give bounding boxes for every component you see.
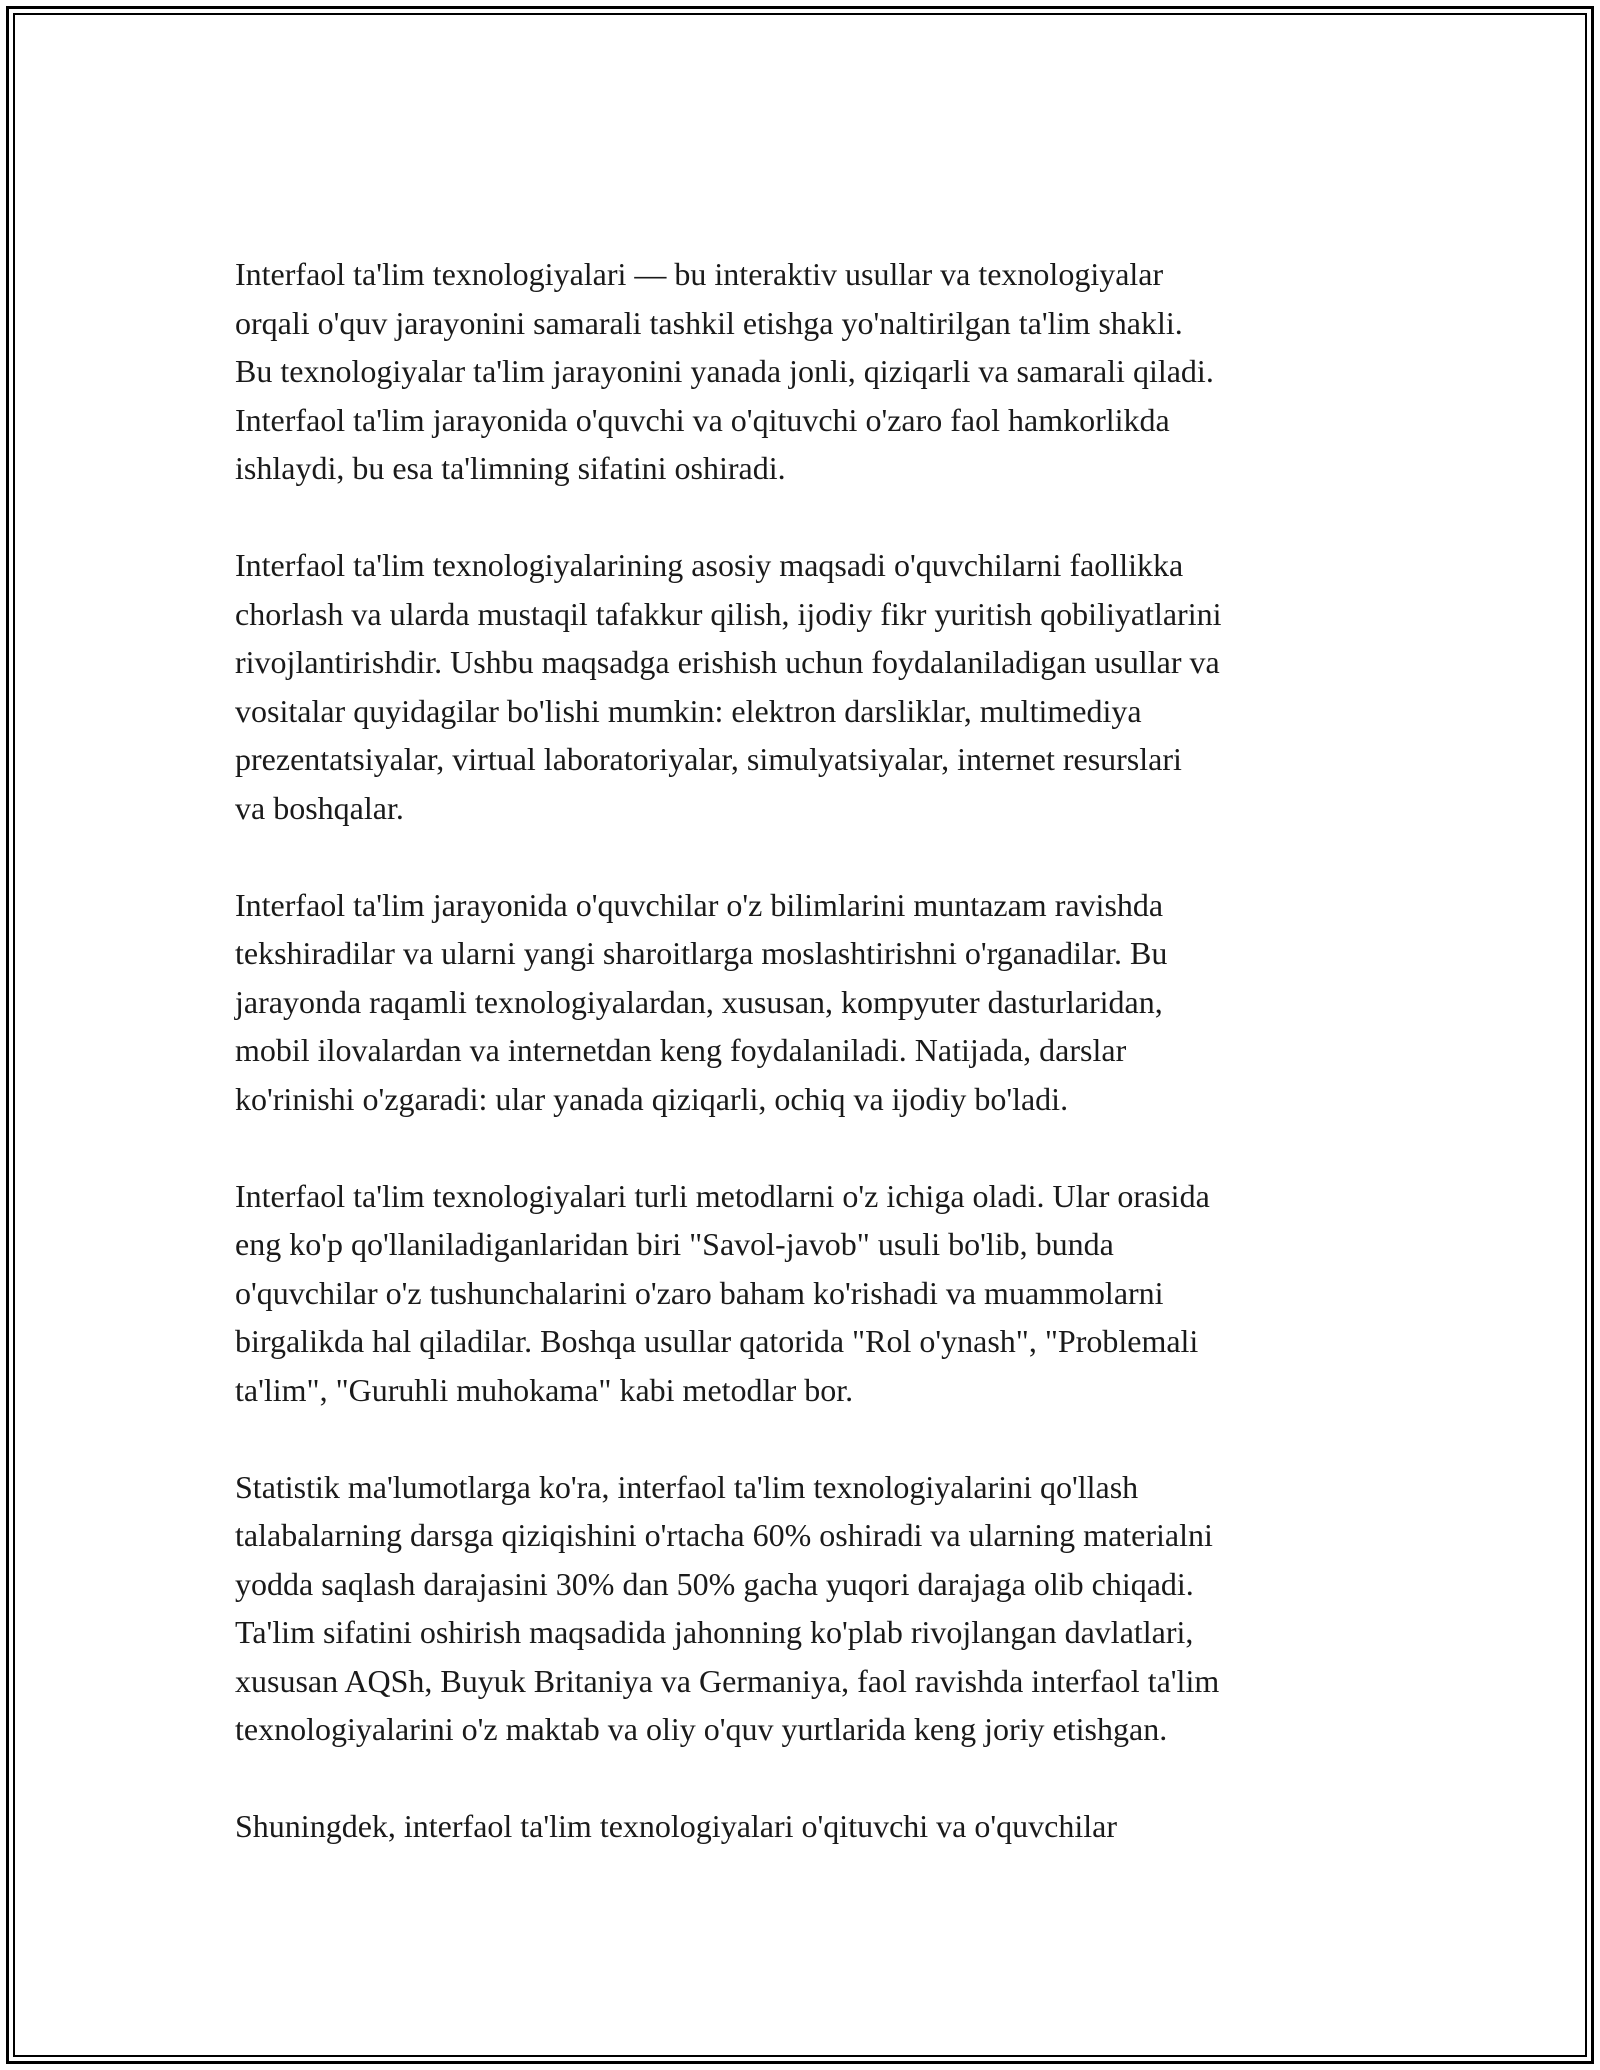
paragraph-4: Interfaol ta'lim texnologiyalari turli metodlarni o'z ichiga oladi. Ular orasida eng ko'p qo'llaniladiganlaridan biri "Savol-javob" usuli bo'lib, bunda o'quvchilar o'z tushunchalarini o'zaro baham ko'rishadi va muammolarni birgalikda hal qiladilar. Boshqa usullar qatorida "Rol o'ynash", "Problemali ta'lim", "Guruhli muhokama" kabi metodlar bor. [235, 1177, 1210, 1408]
paragraph-5: Statistik ma'lumotlarga ko'ra, interfaol ta'lim texnologiyalarini qo'llash talabalarning darsga qiziqishini o'rtacha 60% oshiradi va ularning materialni yodda saqlash darajasini 30% dan 50% gacha yuqori darajaga olib chiqadi. Ta'lim sifatini oshirish maqsadida jahonning ko'plab rivojlangan davlatlari, xususan AQSh, Buyuk Britaniya va Germaniya, faol ravishda interfaol ta'lim texnologiyalarini o'z maktab va oliy o'quv yurtlarida keng joriy etishgan. [235, 1468, 1220, 1747]
paragraph-6: Shuningdek, interfaol ta'lim texnologiyalari o'qituvchi va o'quvchilar [235, 1808, 1117, 1844]
paragraph-2: Interfaol ta'lim texnologiyalarining asosiy maqsadi o'quvchilarni faollikka chorlash va ularda mustaqil tafakkur qilish, ijodiy fikr yuritish qobiliyatlarini rivojlantirishdir. Ushbu maqsadga erishish uchun foydalaniladigan usullar va vositalar quyidagilar bo'lishi mumkin: elektron darsliklar, multimediya prezentatsiyalar, virtual laboratoriyalar, simulyatsiyalar, internet resurslari va boshqalar. [235, 547, 1222, 826]
paragraph-3: Interfaol ta'lim jarayonida o'quvchilar o'z bilimlarini muntazam ravishda tekshiradilar va ularni yangi sharoitlarga moslashtirishni o'rganadilar. Bu jarayonda raqamli texnologiyalardan, xususan, kompyuter dasturlaridan, mobil ilovalardan va internetdan keng foydalaniladi. Natijada, darslar ko'rinishi o'zgaradi: ular yanada qiziqarli, ochiq va ijodiy bo'ladi. [235, 886, 1168, 1117]
document-body [235, 250, 1415, 1851]
paragraph-1: Interfaol ta'lim texnologiyalari — bu interaktiv usullar va texnologiyalar orqali o'quv jarayonini samarali tashkil etishga yo'naltirilgan ta'lim shakli. Bu texnologiyalar ta'lim jarayonini yanada jonli, qiziqarli va samarali qiladi. Interfaol ta'lim jarayonida o'quvchi va o'qituvchi o'zaro faol hamkorlikda ishlaydi, bu esa ta'limning sifatini oshiradi. [235, 256, 1214, 486]
